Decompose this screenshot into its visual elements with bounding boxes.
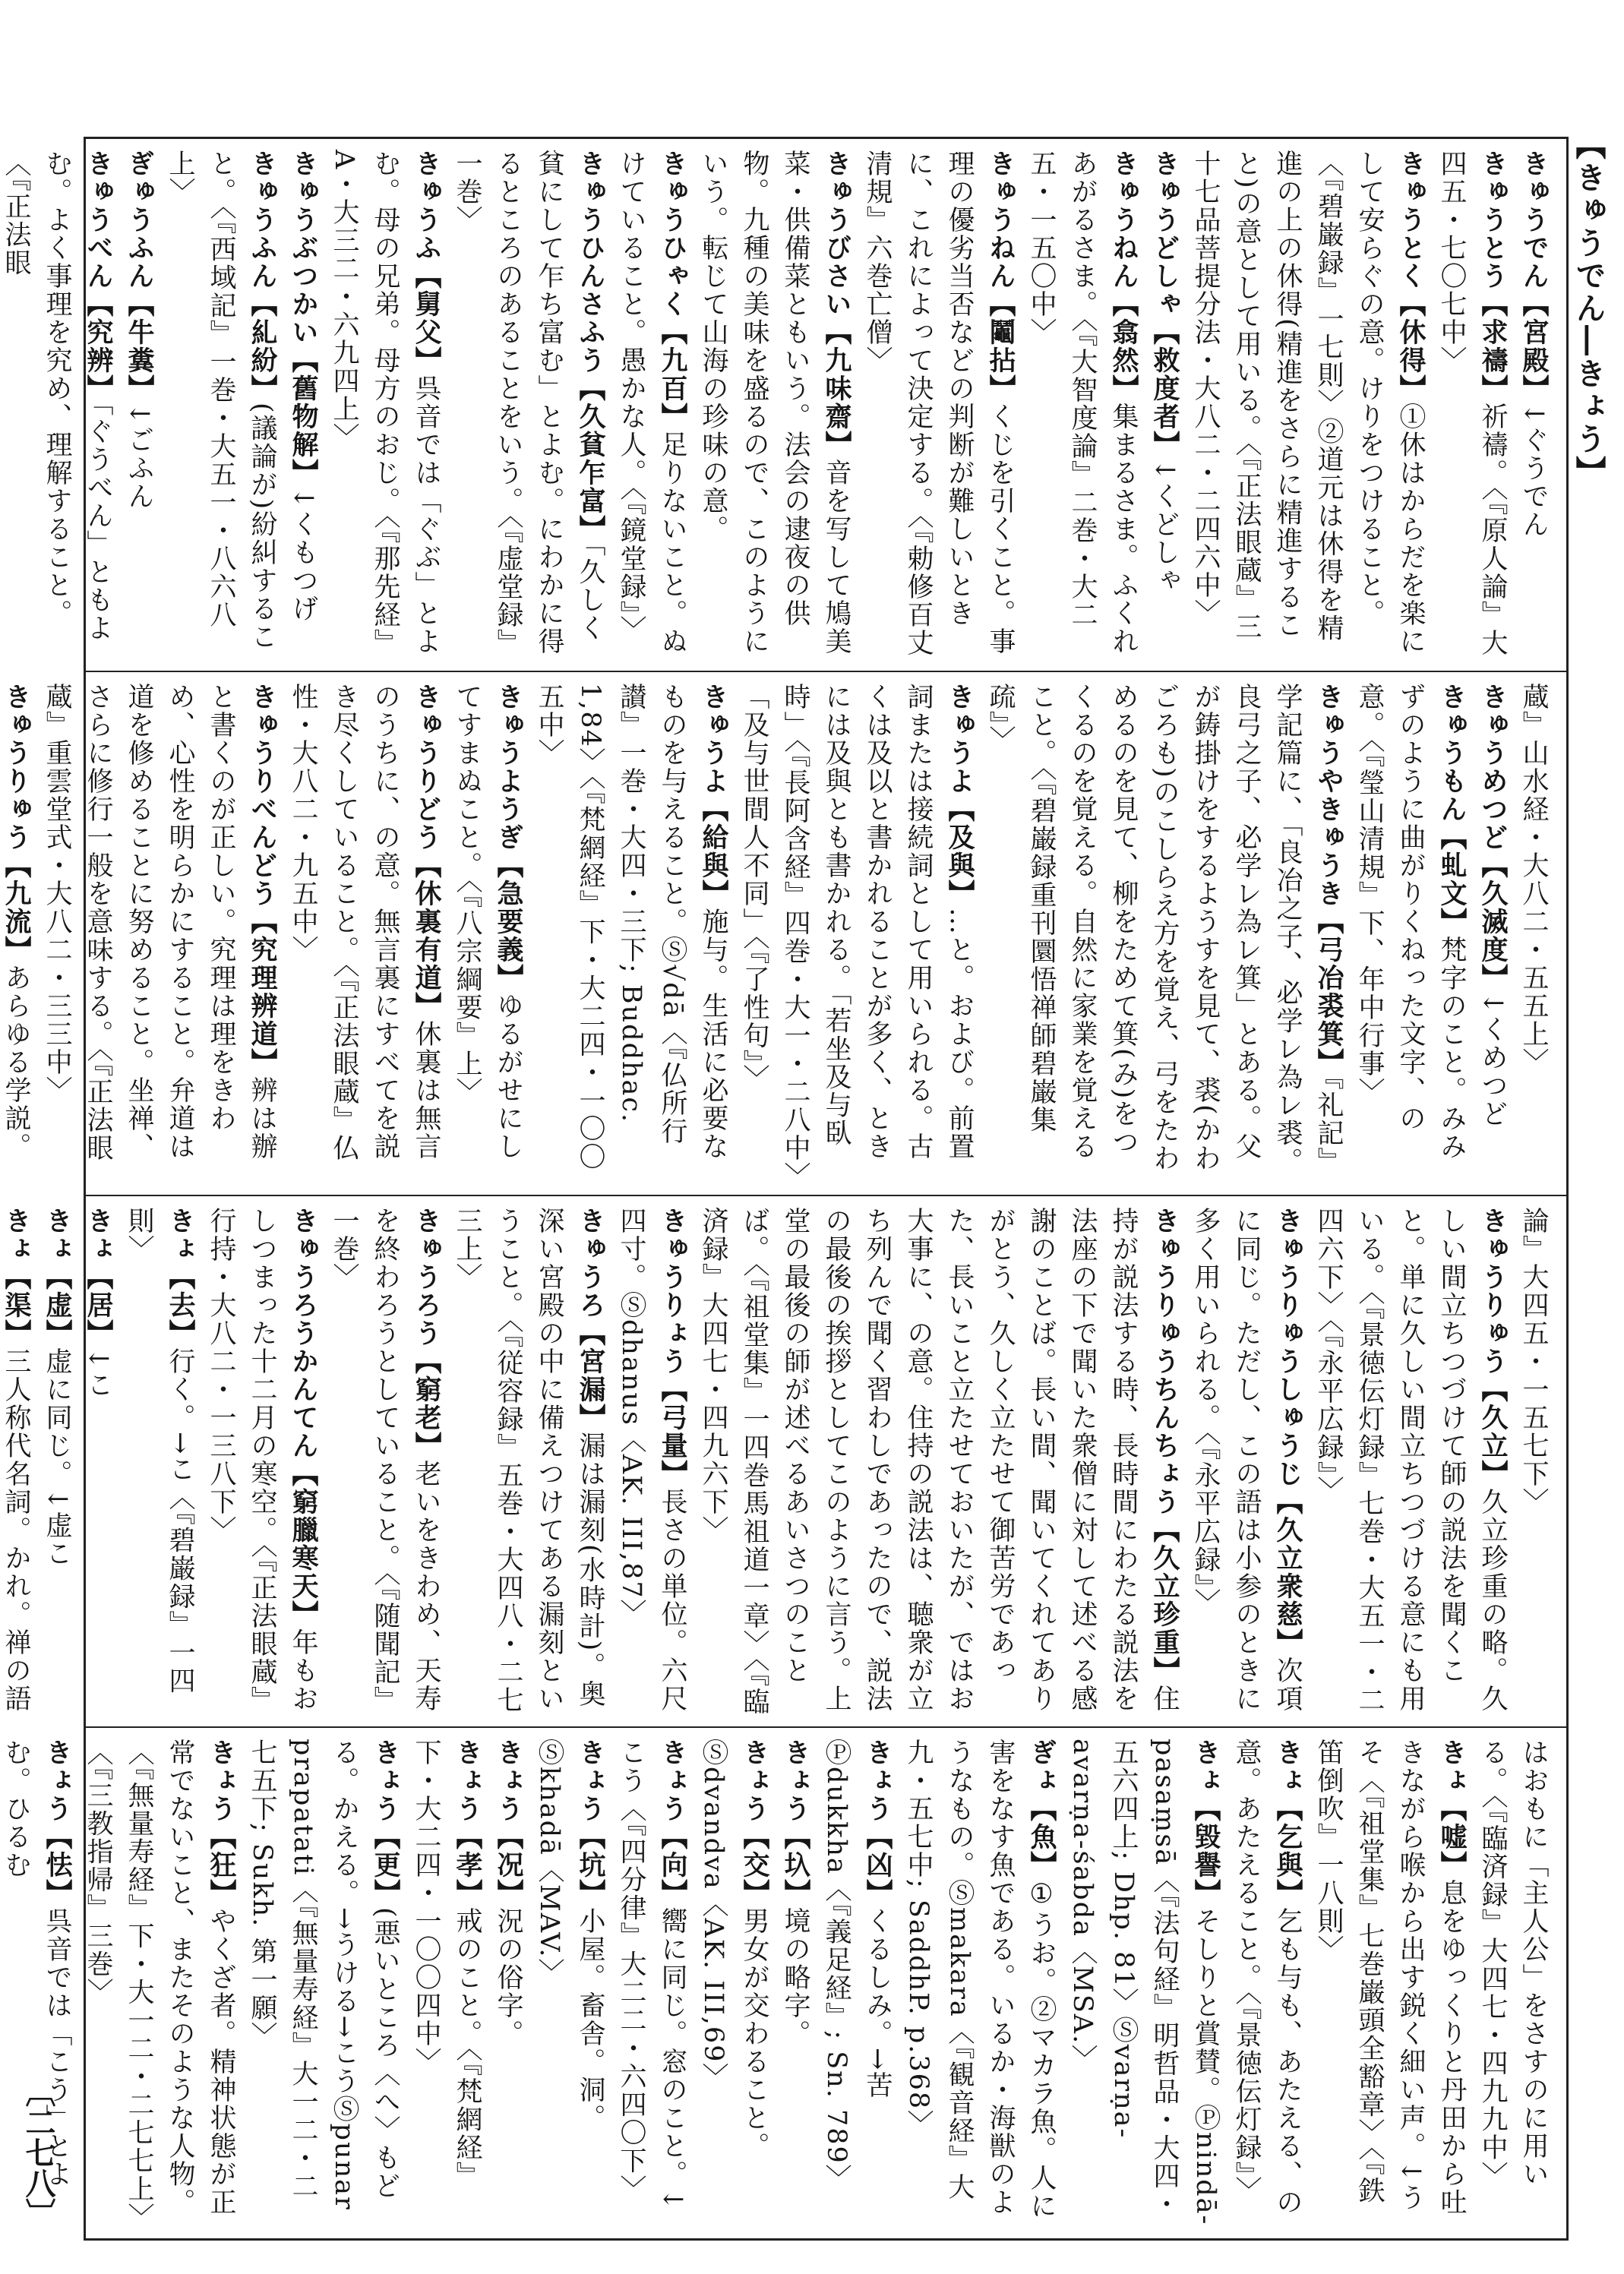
entry-definition: 『礼記』学記篇に、「良冶之子、必学レ為レ裘。良弓之子、必学レ為レ箕」とある。父が鋳掛けをするようすを見て、裘(かわごろも)のこしらえ方を覚え、弓をたわめるのを見て、柳をためて箕(み)をつくるのを覚える。自然に家業を覚えること。〈『碧巌録重刊圜悟禅師碧巌集疏』〉 [985, 683, 1344, 1176]
entry-headword: きゅうぶつかい【舊物解】 [288, 150, 318, 487]
entry-definition: はおもに「主人公」をさすのに用いる。〈『臨済録』大四七・四九九中〉 [1477, 1739, 1549, 2190]
entry-definition: 長さの単位。六尺四寸。Ⓢdhanus〈AK. III,87〉 [616, 1207, 687, 1713]
dictionary-entry [898, 1739, 1062, 2228]
dictionary-entry [283, 683, 447, 1184]
entry-definition: 施与。生活に必要なものを与えること。Ⓢ√dā〈『仏所行讃』一巻・大四・三下; Buddhac. 1,84〉〈『梵網経』下・大二四・一〇〇五中〉 [534, 683, 728, 1171]
entry-definition: 呉音では「こう」とよむ。ひるむ [1, 1739, 72, 2188]
entry-definition: 虚に同じ。↓虚こ [42, 1347, 72, 1568]
page-number: 〔二七八〕 [21, 2077, 56, 2228]
entry-headword: きゅうふ【舅父】 [411, 150, 441, 374]
entry-definition: 況の俗字。 [493, 1907, 523, 2048]
dictionary-entry [77, 1207, 118, 1716]
entry-definition: ゆるがせにしてすまぬこと。〈『八宗綱要』上〉 [452, 683, 523, 1161]
entry-headword: きゅうりゅうちんちょう【久立珍重】 [1149, 1207, 1180, 1685]
entry-definition: 年もおしつまった十二月の寒空。〈『正法眼蔵』行持・大八二・一三八下〉 [206, 1207, 318, 1714]
entry-definition: 次項に同じ。ただし、この語は小参のときに多く用いられる。〈『永平広録』〉 [1190, 1207, 1303, 1713]
entry-definition: 論』大四五・一五七下〉 [1518, 1207, 1549, 1516]
tier-3 [1, 1195, 1566, 1726]
entry-headword: きょ【去】 [165, 1207, 195, 1347]
dictionary-entry [1349, 683, 1472, 1184]
entry-headword: きゅうふん【糺紛】 [247, 150, 277, 403]
entry-headword: きょう【凶】 [862, 1739, 893, 1907]
dictionary-entry [77, 1739, 242, 2228]
entry-definition: 音を写して鳩美菜・供備菜ともいう。法会の逮夜の供物。九種の美味を盛るので、このようにいう。転じて山海の珍味の意。 [698, 150, 851, 655]
entry-headword: きょう【狂】 [206, 1739, 236, 1907]
dictionary-entry [160, 150, 283, 660]
dictionary-entry [1185, 1207, 1308, 1716]
entry-headword: きゅうりゅう【久立】 [1477, 1207, 1508, 1488]
entry-headword: きゅうめつど【久滅度】 [1477, 683, 1508, 992]
entry-definition: あらゆる学説。 [1, 964, 31, 1161]
entry-headword: きゅうよ【給與】 [698, 683, 728, 908]
entry-definition: 呉音では「ぐぶ」とよむ。母の兄弟。母方のおじ。〈『那先経』A・大三二・六九四上〉 [329, 150, 441, 657]
entry-headword: きょ【虚】 [42, 1207, 72, 1347]
dictionary-entry [447, 1207, 611, 1716]
dictionary-entry [693, 1739, 775, 2228]
dictionary-entry [488, 1739, 529, 2228]
entry-headword: きょう【交】 [739, 1739, 769, 1907]
dictionary-entry [1308, 1207, 1513, 1716]
entry-definition: くじを引くこと。事理の優劣当否などの判断が難しいときに、これによって決定する。〈『勅修百丈清規』六巻亡僧〉 [862, 150, 1016, 657]
entry-definition: 足りないこと。ぬけていること。愚かな人。〈『鏡堂録』〉 [616, 150, 687, 655]
entry-headword: きょ【乞與】 [1272, 1739, 1303, 1907]
dictionary-entry [611, 150, 693, 660]
entry-definition: そしりと賞賛。Ⓟnindā-pasaṃsā〈『法句経』明哲品・大四・五六四上; Dhp. 81〉Ⓢvarṇa-avarṇa-śabda〈MSA.〉 [1067, 1739, 1221, 2226]
entry-headword: きゅうとく【休得】 [1395, 150, 1426, 403]
dictionary-entry [0, 683, 36, 1184]
dictionary-entry [611, 1207, 693, 1716]
dictionary-entry [1308, 1739, 1472, 2228]
entry-headword: きゅうねん【鬮拈】 [985, 150, 1016, 403]
tier-1-text [1, 150, 1554, 660]
entry-definition: 境の略字。 [780, 1907, 810, 2048]
entry-definition: 辨は辦と書くのが正しい。究理は理をきわめ、心性を明らかにすること。弁道は道を修めることに努めること。坐禅、さらに修行一般を意味する。〈『正法眼蔵』重雲堂式・大八二・三三中〉 [42, 683, 277, 1162]
dictionary-entry [1062, 1739, 1226, 2228]
dictionary-entry [36, 1207, 77, 1716]
entry-headword: きょ【嘘】 [1436, 1739, 1467, 1879]
dictionary-entry [118, 1207, 201, 1716]
entry-headword: きょう【坑】 [575, 1739, 605, 1907]
entry-definition: …と。および。前置詞または接続詞として用いられる。古くは及以と書かれることが多く、ときには及與とも書かれる。「若坐及与臥時」〈『長阿含経』四巻・大一・二八中〉「及与世間人不同」〈『了性句』〉 [739, 683, 975, 1177]
entry-definition: 嚮に同じ。窓のこと。↓こう〈『四分律』大二二・六四〇下〉 [616, 1739, 687, 2212]
entry-headword: きゅうびさい【九味齋】 [821, 150, 851, 459]
dictionary-entry [0, 1207, 36, 1716]
dictionary-entry [980, 683, 1349, 1184]
dictionary-entry [447, 683, 529, 1184]
entry-definition: 戒のこと。〈『梵網経』下・大二四・一〇〇四中〉 [411, 1739, 482, 2190]
entry-headword: きゅうろうかんてん【窮臘寒天】 [288, 1207, 318, 1628]
entry-headword: きゅうべん【究辨】 [83, 150, 113, 403]
entry-definition: 漏は漏刻(水時計)。奥深い宮殿の中に備えつけてある漏刻ということ。〈『従容録』五巻・大四八・二七三上〉 [452, 1207, 605, 1714]
dictionary-entry [447, 150, 611, 660]
dictionary-entry [1021, 150, 1144, 660]
entry-definition: ↓ごふん [124, 403, 154, 511]
entry-definition: ↓くめつど [1477, 992, 1508, 1129]
dictionary-entry [201, 1207, 324, 1716]
entry-definition: 「ぐうべん」ともよむ。よく事理を究め、理解すること。〈『正法眼 [1, 150, 113, 643]
dictionary-entry [324, 1207, 447, 1716]
dictionary-entry [1226, 1739, 1308, 2228]
dictionary-entry [611, 1739, 693, 2228]
entry-definition: 老いをきわめ、天寿を終わろうとしていること。〈『随聞記』一巻〉 [329, 1207, 441, 1714]
dictionary-entry [118, 150, 160, 660]
entry-definition: 三人称代名詞。かれ。禅の語 [1, 1347, 31, 1713]
entry-headword: きゅうどしゃ【救度者】 [1149, 150, 1180, 459]
dictionary-entry [1472, 683, 1513, 1184]
entry-headword: きゅうろ【宮漏】 [575, 1207, 605, 1432]
entry-headword: きゅうりょう【弓量】 [657, 1207, 687, 1488]
entry-definition: やくざ者。精神状態が正常でないこと、またそのような人物。〈『無量寿経』下・大一二・二七七上〉〈『三教指帰』三巻〉 [83, 1739, 236, 2218]
entry-headword: きゅうりゅうしゅうじ【久立衆慈】 [1272, 1207, 1303, 1657]
entry-definition: 乞も与も、あたえる、の意。あたえること。〈『景徳伝灯録』〉 [1231, 1739, 1303, 2216]
entry-definition: 集まるさま。ふくれあがるさま。〈『大智度論』二巻・大二五・一五〇中〉 [1026, 150, 1139, 655]
dictionary-entry [693, 150, 857, 660]
dictionary-entry [1513, 683, 1554, 1184]
page-header: 【きゅうでん―きょう】 [1571, 129, 1607, 488]
entry-headword: きゅうやきゅうき【弓冶裘箕】 [1313, 683, 1344, 1076]
dictionary-entry [242, 1739, 406, 2228]
entry-headword: きゅうりゅう【九流】 [1, 683, 31, 964]
entry-definition: 男女が交わること。Ⓢdvandva〈AK. III,69〉 [698, 1739, 769, 2160]
entry-headword: きょう【孝】 [452, 1739, 482, 1907]
entry-definition: (議論が)紛糾すること。〈『西域記』一巻・大五一・八六八上〉 [165, 150, 277, 652]
entry-headword: きゅうりべんどう【究理辨道】 [247, 683, 277, 1076]
dictionary-entry [1513, 1207, 1554, 1716]
dictionary-entry [857, 150, 1021, 660]
entry-definition: ↓ぐうでん [1518, 403, 1549, 539]
entry-headword: きょう【况】 [493, 1739, 523, 1907]
entry-definition: 住持が説法する時、長時間にわたる説法を法座の下で聞いた衆僧に対して述べる感謝のことば。長い間、聞いてくれてありがとう、久しく立たせて御苦労であった、長いこと立たせておいたが、ではお大事に、の意。住持の説法は、聴衆が立ち列んで聞く習わしであったので、説法の最後の挨拶としてこのように言う。上堂の最後の師が述べるあいさつのことば。〈『祖堂集』一四巻馬祖道一章〉〈『臨済録』大四七・四九六下〉 [698, 1207, 1180, 1716]
entry-definition: 行く。→こ〈『碧巌録』一四則〉 [124, 1207, 195, 1695]
entry-definition: 休裏は無言のうちに、の意。無言裏にすべてを説き尽くしていること。〈『正法眼蔵』仏性・大八二・九五中〉 [288, 683, 441, 1162]
entry-definition: 梵字のこと。みみずのように曲がりくねった文字、の意。〈『瑩山清規』下、年中行事〉 [1354, 683, 1467, 1161]
entry-definition: 「久しく貧にして乍ち富む」とよむ。にわかに得るところのあることをいう。〈『虚堂録』一巻〉 [452, 150, 605, 657]
dictionary-entry [0, 150, 118, 660]
entry-headword: きょう【圦】 [780, 1739, 810, 1907]
dictionary-entry [1431, 150, 1513, 660]
dictionary-entry [324, 150, 447, 660]
entry-headword: きゅうひゃく【九百】 [657, 150, 687, 431]
entry-definition: 久立珍重の略。久しい間立ちつづけて師の説法を聞くこと。単に久しい間立ちつづける意にも用いる。〈『景徳伝灯録』七巻・大五一・二四六下〉〈『永平広録』〉 [1313, 1207, 1508, 1714]
entry-definition: くるしみ。→苦Ⓟdukkha〈『義足経』; Sn. 789〉 [821, 1739, 893, 2193]
entry-definition: ↓こ [83, 1347, 113, 1400]
dictionary-entry [36, 683, 283, 1184]
tier-2-text [1, 683, 1554, 1184]
entry-headword: きょ【居】 [83, 1207, 113, 1347]
entry-headword: きょう【更】 [370, 1739, 400, 1907]
entry-headword: ぎょ【魚】 [1026, 1739, 1057, 1879]
dictionary-entry [1513, 150, 1554, 660]
entry-headword: きゅうもん【虬文】 [1436, 683, 1467, 936]
entry-headword: きゅうねん【翕然】 [1108, 150, 1139, 403]
entry-definition: 蔵』山水経・大八二・五五上〉 [1518, 683, 1549, 1076]
dictionary-entry [816, 1739, 898, 2228]
entry-headword: きゅうとう【求禱】 [1477, 150, 1508, 403]
entry-headword: きょ【毀譽】 [1190, 1739, 1221, 1907]
entry-definition: 小屋。畜舎。洞。Ⓢkhadā〈MAV.〉 [534, 1739, 605, 2132]
dictionary-entry [529, 1739, 611, 2228]
dictionary-entry [775, 1739, 816, 2228]
entry-headword: きょう【向】 [657, 1739, 687, 1907]
dictionary-entry [406, 1739, 488, 2228]
entry-definition: ①うお。②マカラ魚。人に害をなす魚である。いるか・海獣のようなもの。Ⓢmakara〈『観音経』大九・五七中; SaddhP. p.368〉 [903, 1739, 1057, 2220]
dictionary-entry [734, 683, 980, 1184]
entry-definition: (悪いところ〈へ〉もどる。かえる。→うける→こうⓈpunar prapatati〈『無量寿経』大一二・二七五下; Sukh. 第一願〉 [247, 1739, 400, 2211]
entry-headword: きゅうりどう【休裏有道】 [411, 683, 441, 1020]
dictionary-entry [1185, 150, 1431, 660]
entry-headword: きゅうひんさふう【久貧乍富】 [575, 150, 605, 543]
entry-definition: ↓くもつげ [288, 487, 318, 624]
dictionary-entry [1144, 150, 1185, 660]
entry-headword: ぎゅうふん【牛糞】 [124, 150, 154, 403]
entry-definition: ①休はからだを楽にして安らぐの意。けりをつけること。〈『碧巌録』一七則〉②道元は休得を精進の上の休得(精進をさらに精進すること)の意として用いる。〈『正法眼蔵』三十七品菩提分法・大八二・二四六中〉 [1190, 150, 1426, 655]
dictionary-entry [693, 1207, 1185, 1716]
tier-2 [1, 671, 1566, 1195]
entry-headword: きゅうでん【宮殿】 [1518, 150, 1549, 403]
tier-1 [1, 139, 1566, 671]
entry-headword: きゅうろう【窮老】 [411, 1207, 441, 1460]
dictionary-entry [1472, 1739, 1554, 2228]
dictionary-entry [529, 683, 734, 1184]
tier-3-text [1, 1207, 1554, 1716]
entry-headword: きょ【渠】 [1, 1207, 31, 1347]
dictionary-entry [283, 150, 324, 660]
entry-headword: きょう【怯】 [42, 1739, 72, 1907]
entry-definition: 祈禱。〈『原人論』大四五・七〇七中〉 [1436, 150, 1508, 657]
entry-definition: 息をゆっくりと丹田から吐きながら喉から出す鋭く細い声。↓うそ〈『祖堂集』七巻巌頭全豁章〉〈『鉄笛倒吹』一八則〉 [1313, 1739, 1467, 2216]
entry-definition: ↓くどしゃ [1149, 459, 1180, 595]
entry-headword: きゅうようぎ【急要義】 [493, 683, 523, 992]
entry-headword: きゅうよ【及與】 [944, 683, 975, 908]
